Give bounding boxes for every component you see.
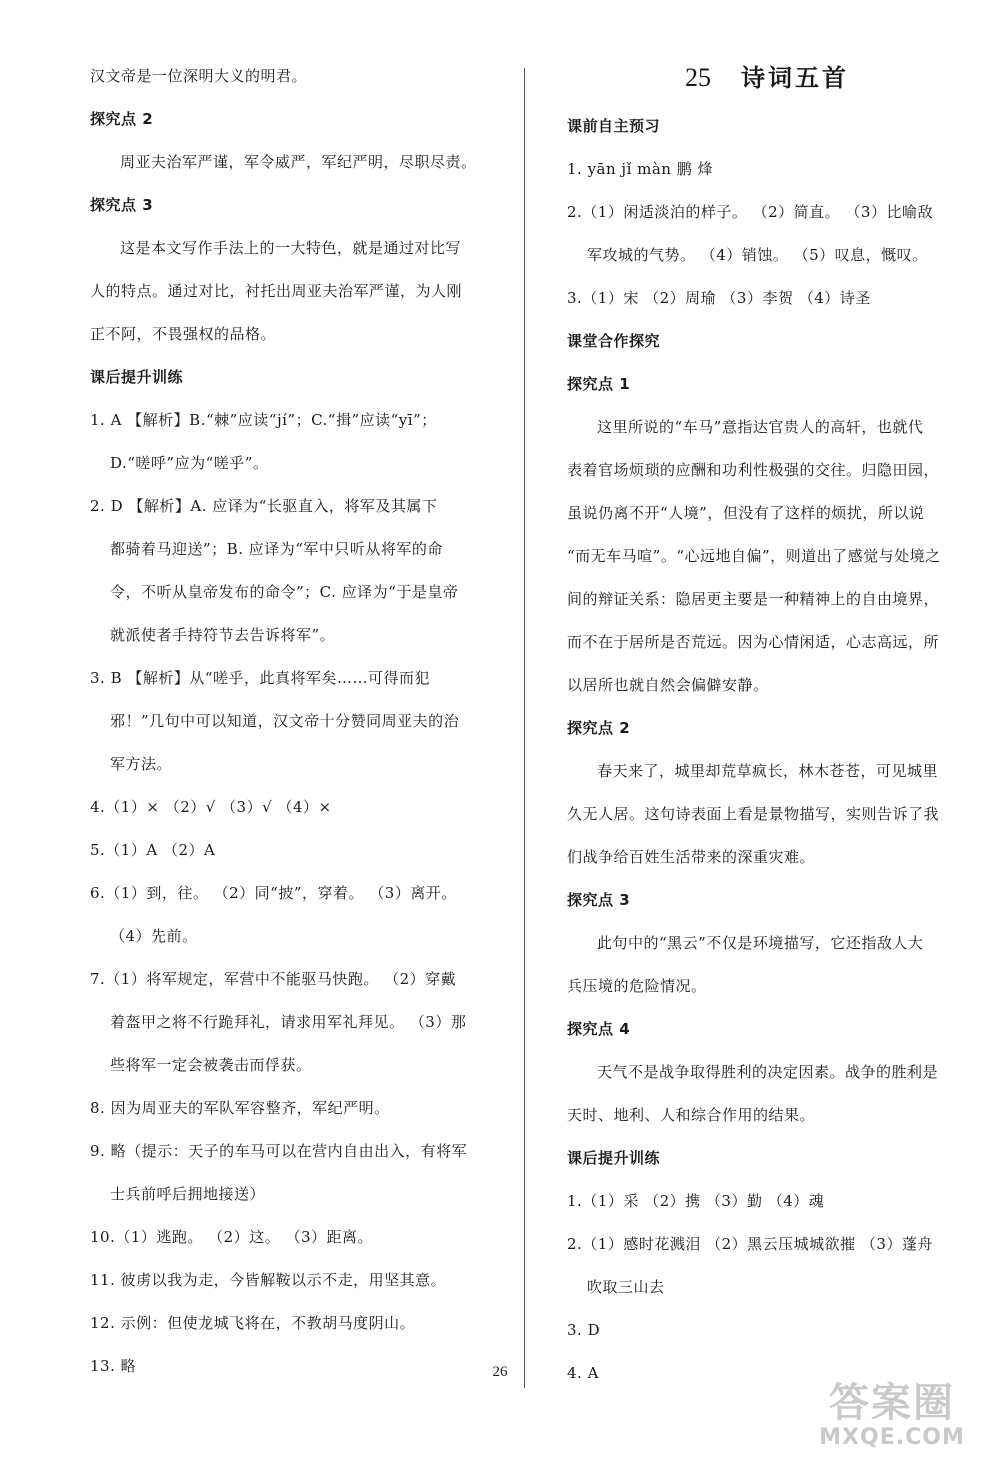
text-line: 6.（1）到，往。 （2）同“披”，穿着。 （3）离开。 xyxy=(90,884,457,902)
text-line: D.“嗟呼”应为“嗟乎”。 xyxy=(110,454,269,472)
text-line: 这里所说的“车马”意指达官贵人的高轩，也就代 xyxy=(597,418,924,436)
text-line: 人的特点。通过对比，衬托出周亚夫治军严谨，为人刚 xyxy=(90,282,463,300)
chapter-title: 诗词五首 xyxy=(741,64,849,92)
column-divider xyxy=(524,68,525,1388)
section-heading: 探究点 2 xyxy=(90,110,154,128)
watermark-logo-text: 答案圈 xyxy=(829,1380,955,1426)
text-line: 都骑着马迎送”；B. 应译为“军中只听从将军的命 xyxy=(110,540,443,558)
text-line: 们战争给百姓生活带来的深重灾难。 xyxy=(567,848,816,866)
section-heading: 探究点 1 xyxy=(567,375,631,393)
text-line: 虽说仍离不开“人境”，但没有了这样的烦扰，所以说 xyxy=(567,504,925,522)
text-line: 4. A xyxy=(567,1364,599,1382)
text-line: 就派使者手持符节去告诉将军”。 xyxy=(110,626,336,644)
watermark-logo xyxy=(812,1381,972,1450)
text-line: 2. D 【解析】A. 应译为“长驱直入，将军及其属下 xyxy=(90,497,438,515)
section-heading: 探究点 4 xyxy=(567,1020,631,1038)
text-line: 12. 示例：但使龙城飞将在，不教胡马度阴山。 xyxy=(90,1314,416,1332)
text-line: 军方法。 xyxy=(110,755,173,773)
chapter-number: 25 xyxy=(685,63,711,92)
text-line: 春天来了，城里却荒草疯长，林木苍苍，可见城里 xyxy=(597,762,939,780)
page-number: 26 xyxy=(492,1364,508,1380)
text-line: 周亚夫治军严谨，军令威严，军纪严明，尽职尽责。 xyxy=(120,153,477,171)
text-line: 吹取三山去 xyxy=(587,1278,665,1296)
text-line: 军攻城的气势。 （4）销蚀。 （5）叹息，慨叹。 xyxy=(587,246,928,264)
text-line: 此句中的“黑云”不仅是环境描写，它还指敌人大 xyxy=(597,934,924,952)
text-line: 1.（1）采 （2）携 （3）勤 （4）魂 xyxy=(567,1192,825,1210)
text-line: 表着官场烦琐的应酬和功利性极强的交往。归隐田园， xyxy=(567,461,940,479)
text-line: 3. B 【解析】从“嗟乎，此真将军矣……可得而犯 xyxy=(90,669,431,687)
right-column-body xyxy=(567,105,967,1395)
text-line: 7.（1）将军规定，军营中不能驱马快跑。 （2）穿戴 xyxy=(90,970,457,988)
text-line: 这是本文写作手法上的一大特色，就是通过对比写 xyxy=(120,239,462,257)
text-line: 天气不是战争取得胜利的决定因素。战争的胜利是 xyxy=(597,1063,939,1081)
text-line: 2.（1）感时花溅泪 （2）黑云压城城欲摧 （3）蓬舟 xyxy=(567,1235,933,1253)
chapter-heading xyxy=(567,55,967,101)
section-heading: 探究点 3 xyxy=(90,196,154,214)
text-line: 9. 略（提示：天子的车马可以在营内自由出入，有将军 xyxy=(90,1142,468,1160)
text-line: 间的辩证关系：隐居更主要是一种精神上的自由境界， xyxy=(567,590,940,608)
text-line: “而无车马喧”。“心远地自偏”，则道出了感觉与处境之 xyxy=(567,547,941,565)
text-line: 些将军一定会被袭击而俘获。 xyxy=(110,1056,312,1074)
text-line: 1. A 【解析】B.“棘”应读“jí”；C.“揖”应读“yī”； xyxy=(90,411,437,429)
left-column xyxy=(90,55,490,1388)
text-line: 令，不听从皇帝发布的命令”；C. 应译为“于是皇帝 xyxy=(110,583,459,601)
section-heading: 课后提升训练 xyxy=(90,368,184,386)
watermark-url: MXQE.COM xyxy=(819,1425,965,1450)
text-line: 3.（1）宋 （2）周瑜 （3）李贺 （4）诗圣 xyxy=(567,289,871,307)
text-line: 天时、地利、人和综合作用的结果。 xyxy=(567,1106,816,1124)
text-line: 汉文帝是一位深明大义的明君。 xyxy=(90,67,308,85)
text-line: 正不阿，不畏强权的品格。 xyxy=(90,325,277,343)
text-line: 兵压境的危险情况。 xyxy=(567,977,707,995)
text-line: 1. yān jǐ màn 鹏 烽 xyxy=(567,160,714,178)
section-heading: 课后提升训练 xyxy=(567,1149,661,1167)
section-heading: 探究点 2 xyxy=(567,719,631,737)
text-line: 5.（1）A （2）A xyxy=(90,841,216,859)
text-line: （4）先前。 xyxy=(110,927,198,945)
text-line: 3. D xyxy=(567,1321,601,1339)
text-line: 13. 略 xyxy=(90,1357,137,1375)
section-heading: 课堂合作探究 xyxy=(567,332,661,350)
text-line: 士兵前呼后拥地接送） xyxy=(110,1185,266,1203)
text-line: 8. 因为周亚夫的军队军容整齐，军纪严明。 xyxy=(90,1099,390,1117)
text-line: 久无人居。这句诗表面上看是景物描写，实则告诉了我 xyxy=(567,805,940,823)
text-line: 4.（1）× （2）√ （3）√ （4）× xyxy=(90,798,332,816)
section-heading: 探究点 3 xyxy=(567,891,631,909)
text-line: 2.（1）闲适淡泊的样子。 （2）简直。 （3）比喻敌 xyxy=(567,203,933,221)
text-line: 11. 彼虏以我为走，今皆解鞍以示不走，用坚其意。 xyxy=(90,1271,447,1289)
text-line: 以居所也就自然会偏僻安静。 xyxy=(567,676,769,694)
right-column xyxy=(567,55,967,1395)
text-line: 而不在于居所是否荒远。因为心情闲适，心志高远，所 xyxy=(567,633,940,651)
text-line: 邪！”几句中可以知道，汉文帝十分赞同周亚夫的治 xyxy=(110,712,460,730)
text-line: 着盔甲之将不行跪拜礼，请求用军礼拜见。 （3）那 xyxy=(110,1013,467,1031)
text-line: 10.（1）逃跑。 （2）这。 （3）距离。 xyxy=(90,1228,374,1246)
section-heading: 课前自主预习 xyxy=(567,117,661,135)
